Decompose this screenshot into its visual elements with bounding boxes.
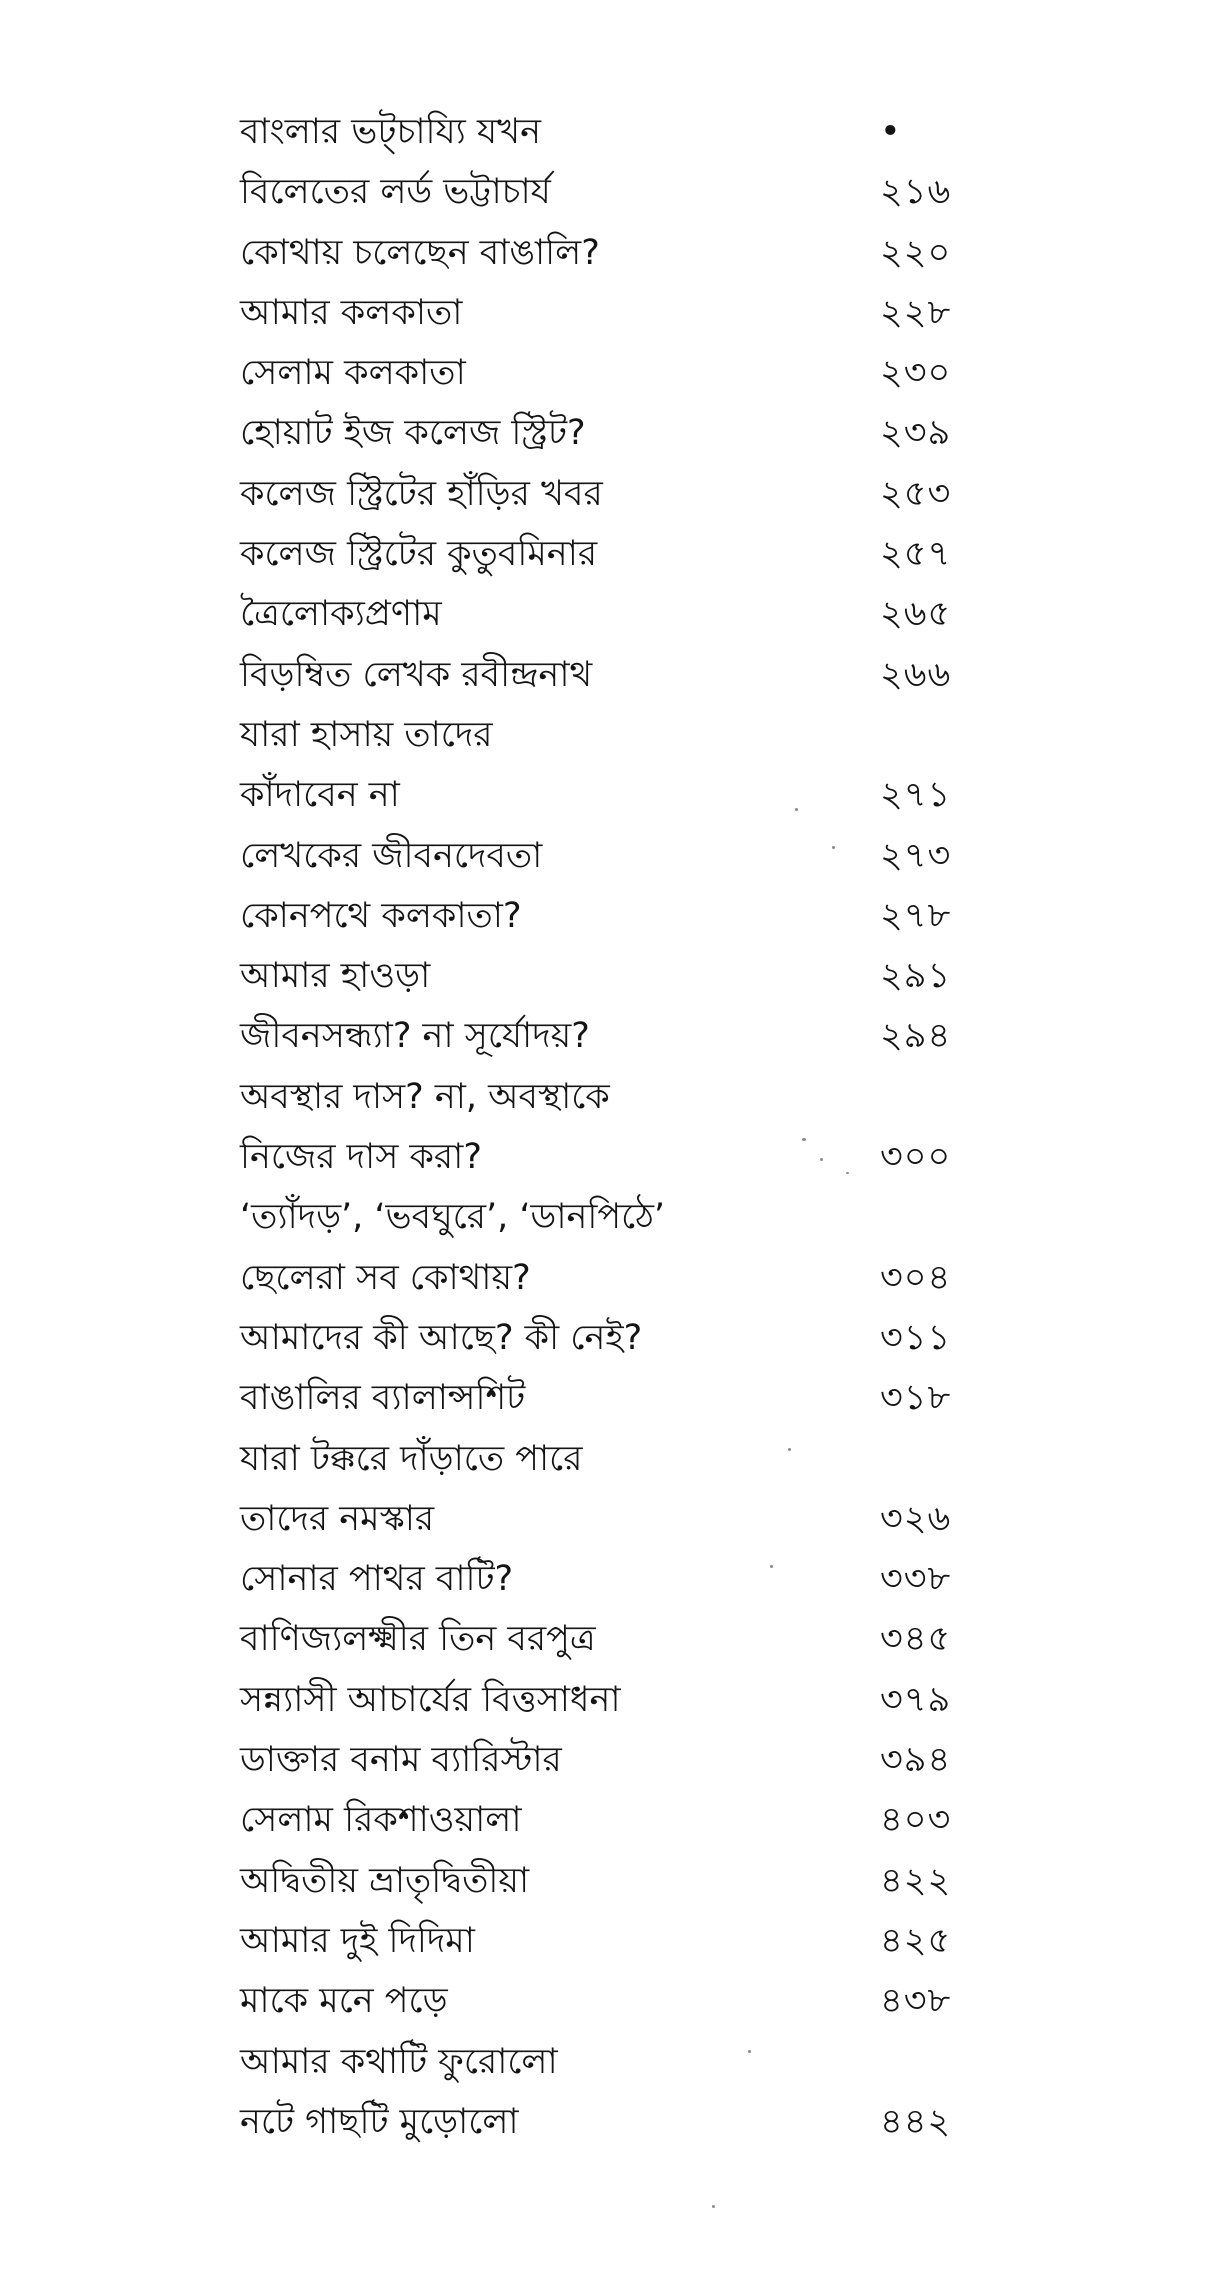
- toc-entry: [240, 403, 960, 463]
- toc-entry-title: আমাদের কী আছে? কী নেই?: [240, 1317, 643, 1358]
- toc-entry-title: কলেজ স্ট্রিটের কুতুবমিনার: [240, 534, 598, 575]
- toc-entry: [240, 584, 960, 644]
- toc-entry-title: অদ্বিতীয় ভ্রাতৃদ্বিতীয়া: [240, 1860, 530, 1901]
- toc-entry: [240, 464, 960, 524]
- toc-entry: [240, 1368, 960, 1428]
- scan-speck: [802, 1138, 806, 1141]
- toc-entry: [240, 1790, 960, 1850]
- toc-entry: [240, 1308, 960, 1368]
- scan-speck: [846, 1172, 849, 1174]
- toc-entry-page-number: ২৬৫: [880, 594, 952, 635]
- toc-entry-page-number: ৩১১: [880, 1317, 952, 1358]
- toc-entry-page-number: ২৬৬: [880, 654, 952, 695]
- toc-entry: [240, 343, 960, 403]
- toc-entry: [240, 1006, 960, 1066]
- scan-speck: [832, 846, 835, 849]
- toc-entry-title: অবস্থার দাস? না, অবস্থাকে: [240, 1076, 610, 1117]
- toc-entry-page-number: ২৯৪: [880, 1016, 952, 1057]
- toc-entry: [240, 1549, 960, 1609]
- toc-entry-title: কোথায় চলেছেন বাঙালি?: [240, 232, 600, 273]
- toc-entry-page-number: ৪২২: [880, 1860, 952, 1901]
- toc-entry-title: জীবনসন্ধ্যা? না সূর্যোদয়?: [240, 1016, 590, 1057]
- toc-entry-title: ত্রৈলোক্যপ্রণাম: [240, 594, 442, 635]
- toc-entry-page-number: ৩০৪: [880, 1257, 952, 1298]
- toc-entry: [240, 223, 960, 283]
- toc-entry-title: বাঙালির ব্যালান্সশিট: [240, 1378, 526, 1419]
- toc-entry-title: বিলেতের লর্ড ভট্টাচার্য: [240, 172, 551, 213]
- toc-entry-title: আমার কলকাতা: [240, 292, 463, 333]
- toc-entry-page-number: ২৭৮: [880, 895, 952, 936]
- toc-entry: [240, 1670, 960, 1730]
- toc-entry-title: নটে গাছটি মুড়োলো: [240, 2101, 519, 2142]
- toc-entry-page-number: ৩১৮: [880, 1378, 952, 1419]
- toc-entry: [240, 1248, 960, 1308]
- toc-entry: [240, 162, 960, 222]
- toc-entry: [240, 524, 960, 584]
- toc-entry-title: ছেলেরা সব কোথায়?: [240, 1257, 531, 1298]
- scan-speck: [788, 1448, 791, 1451]
- toc-entry-page-number: ২৩৯: [880, 413, 952, 454]
- toc-entry-title: ডাক্তার বনাম ব্যারিস্টার: [240, 1740, 562, 1781]
- toc-entry-page-number: ২৫৩: [880, 473, 952, 514]
- toc-entry-title: আমার কথাটি ফুরোলো: [240, 2041, 558, 2082]
- toc-entry-page-number: ৩৩৮: [880, 1559, 952, 1600]
- toc-entry-title: আমার হাওড়া: [240, 956, 431, 997]
- toc-entry-title: কাঁদাবেন না: [240, 775, 400, 816]
- toc-entry: [240, 946, 960, 1006]
- toc-entry: [240, 1127, 960, 1187]
- toc-entry-page-number: ৩৯৪: [880, 1740, 952, 1781]
- toc-entry-title: সোনার পাথর বাটি?: [240, 1559, 514, 1600]
- toc-entry-title: কলেজ স্ট্রিটের হাঁড়ির খবর: [240, 473, 603, 514]
- table-of-contents: [240, 102, 960, 2152]
- toc-entry: [240, 2032, 960, 2092]
- toc-entry-page-number: •: [880, 112, 902, 152]
- toc-entry-page-number: ২২৮: [880, 292, 952, 333]
- toc-entry-page-number: ২৭১: [880, 775, 952, 816]
- toc-entry-page-number: ২২০: [880, 232, 952, 273]
- toc-entry-title: কোনপথে কলকাতা?: [240, 895, 522, 936]
- toc-entry-title: বাণিজ্যলক্ষ্মীর তিন বরপুত্র: [240, 1619, 596, 1660]
- toc-entry-page-number: ২৭৩: [880, 835, 952, 876]
- toc-entry: [240, 1187, 960, 1247]
- toc-entry: [240, 826, 960, 886]
- toc-entry: [240, 283, 960, 343]
- toc-entry: [240, 1730, 960, 1790]
- toc-entry: [240, 1429, 960, 1489]
- toc-entry-title: হোয়াট ইজ কলেজ স্ট্রিট?: [240, 413, 586, 454]
- toc-entry-title: বিড়ম্বিত লেখক রবীন্দ্রনাথ: [240, 654, 593, 695]
- toc-entry: [240, 2092, 960, 2152]
- toc-entry-title: ‘ত্যাঁদড়’, ‘ভবঘুরে’, ‘ডানপিঠে’: [240, 1197, 666, 1238]
- toc-entry-page-number: ৪৪২: [880, 2101, 952, 2142]
- scan-speck: [748, 2050, 751, 2053]
- toc-entry-title: আমার দুই দিদিমা: [240, 1920, 475, 1961]
- toc-entry-title: যারা টক্করে দাঁড়াতে পারে: [240, 1438, 583, 1479]
- toc-entry-page-number: ৩০০: [880, 1137, 952, 1178]
- toc-entry-page-number: ৪২৫: [880, 1920, 952, 1961]
- toc-entry: [240, 1067, 960, 1127]
- toc-entry-page-number: ৪০৩: [880, 1800, 952, 1841]
- scan-speck: [820, 1158, 823, 1161]
- toc-entry-page-number: ৩৭৯: [880, 1679, 952, 1720]
- toc-entry-page-number: ২৫৭: [880, 534, 952, 575]
- toc-entry-page-number: ৩২৬: [880, 1498, 952, 1539]
- toc-entry-title: বাংলার ভট্‌চায্যি যখন: [240, 112, 541, 152]
- toc-entry-page-number: ২১৬: [880, 172, 952, 213]
- toc-entry-page-number: ২৯১: [880, 956, 952, 997]
- toc-entry: [240, 765, 960, 825]
- toc-entry-page-number: ২৩০: [880, 353, 952, 394]
- toc-entry-title: যারা হাসায় তাদের: [240, 714, 493, 755]
- toc-entry-title: লেখকের জীবনদেবতা: [240, 835, 543, 876]
- toc-entry: [240, 1489, 960, 1549]
- toc-entry-title: মাকে মনে পড়ে: [240, 1981, 448, 2022]
- scan-speck: [712, 2205, 715, 2208]
- toc-entry: [240, 645, 960, 705]
- toc-entry: [240, 102, 960, 162]
- toc-entry: [240, 886, 960, 946]
- toc-entry-title: সেলাম কলকাতা: [240, 353, 466, 394]
- toc-entry: [240, 1911, 960, 1971]
- scan-speck: [770, 1565, 773, 1568]
- toc-entry: [240, 1609, 960, 1669]
- toc-entry-title: নিজের দাস করা?: [240, 1137, 482, 1178]
- toc-entry-page-number: ৪৩৮: [880, 1981, 952, 2022]
- toc-entry-title: সেলাম রিকশাওয়ালা: [240, 1800, 522, 1841]
- toc-entry: [240, 1971, 960, 2031]
- toc-entry-title: তাদের নমস্কার: [240, 1498, 435, 1539]
- toc-entry-title: সন্ন্যাসী আচার্যের বিত্তসাধনা: [240, 1679, 621, 1720]
- scan-speck: [795, 808, 798, 811]
- toc-entry: [240, 1851, 960, 1911]
- toc-entry-page-number: ৩৪৫: [880, 1619, 952, 1660]
- toc-entry: [240, 705, 960, 765]
